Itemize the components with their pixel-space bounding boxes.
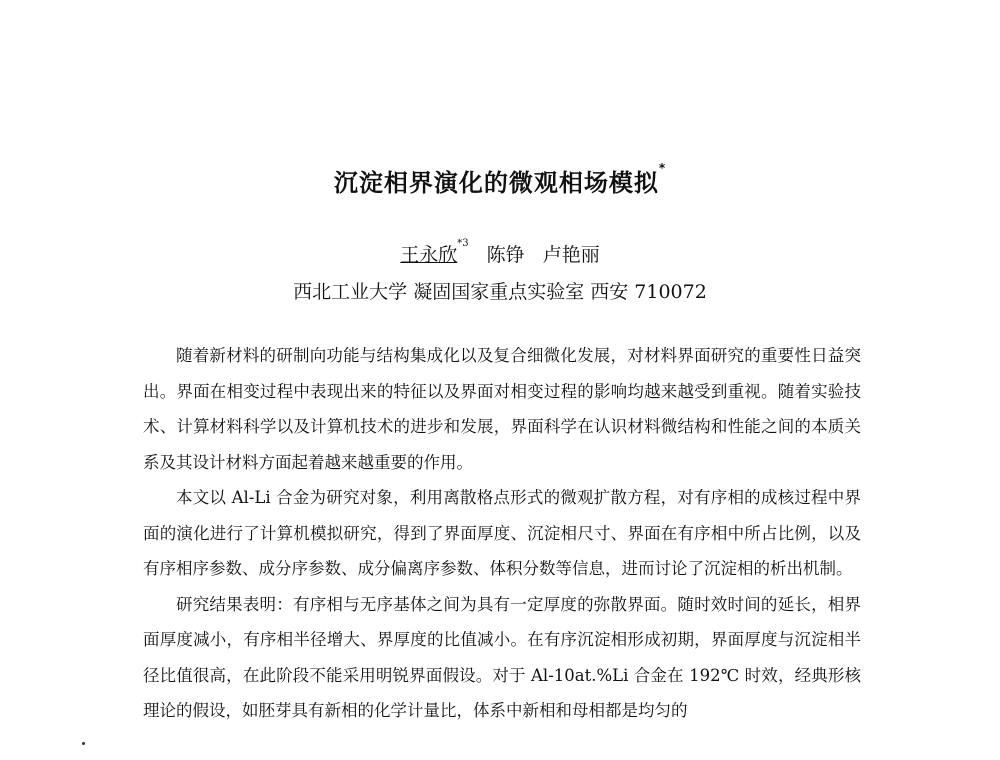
author-third: 卢艳丽 xyxy=(542,244,600,266)
body-text xyxy=(143,338,861,729)
title-text: 沉淀相界演化的微观相场模拟 xyxy=(333,169,659,197)
paragraph-method: 本文以 Al-Li 合金为研究对象，利用离散格点形式的微观扩散方程，对有序相的成核过程中界面的演化进行了计算机模拟研究，得到了界面厚度、沉淀相尺寸、界面在有序相中所占比例，以及有序相序参数、成分序参数、成分偏离序参数、体积分数等信息，进而讨论了沉淀相的析出机制。 xyxy=(143,488,861,578)
author-first xyxy=(400,238,469,266)
paper-title xyxy=(0,163,1000,198)
author-first-mark: *3 xyxy=(457,238,469,249)
paragraph-intro: 随着新材料的研制向功能与结构集成化以及复合细微化发展，对材料界面研究的重要性日益突出。界面在相变过程中表现出来的特征以及界面对相变过程的影响均越来越受到重视。随着实验技术、计算材料科学以及计算机技术的进步和发展，界面科学在认识材料微结构和性能之间的本质关系及其设计材料方面起着越来越重要的作用。 xyxy=(143,346,861,472)
author-second: 陈铮 xyxy=(486,244,525,266)
author-line xyxy=(0,240,1000,267)
paragraph-results: 研究结果表明：有序相与无序基体之间为具有一定厚度的弥散界面。随时效时间的延长，相界面厚度减小，有序相半径增大、界厚度的比值减小。在有序沉淀相形成初期，界面厚度与沉淀相半径比值很高，在此阶段不能采用明锐界面假设。对于 Al-10at.%Li 合金在 192℃ 时效，经典形核理论的假设，如胚芽具有新相的化学计量比，体系中新相和母相都是均匀的 xyxy=(143,594,861,720)
author-first-name: 王永欣 xyxy=(400,244,458,266)
scan-speck xyxy=(82,742,85,745)
title-footnote-mark: * xyxy=(658,161,667,175)
affiliation: 西北工业大学 凝固国家重点实验室 西安 710072 xyxy=(293,281,707,303)
